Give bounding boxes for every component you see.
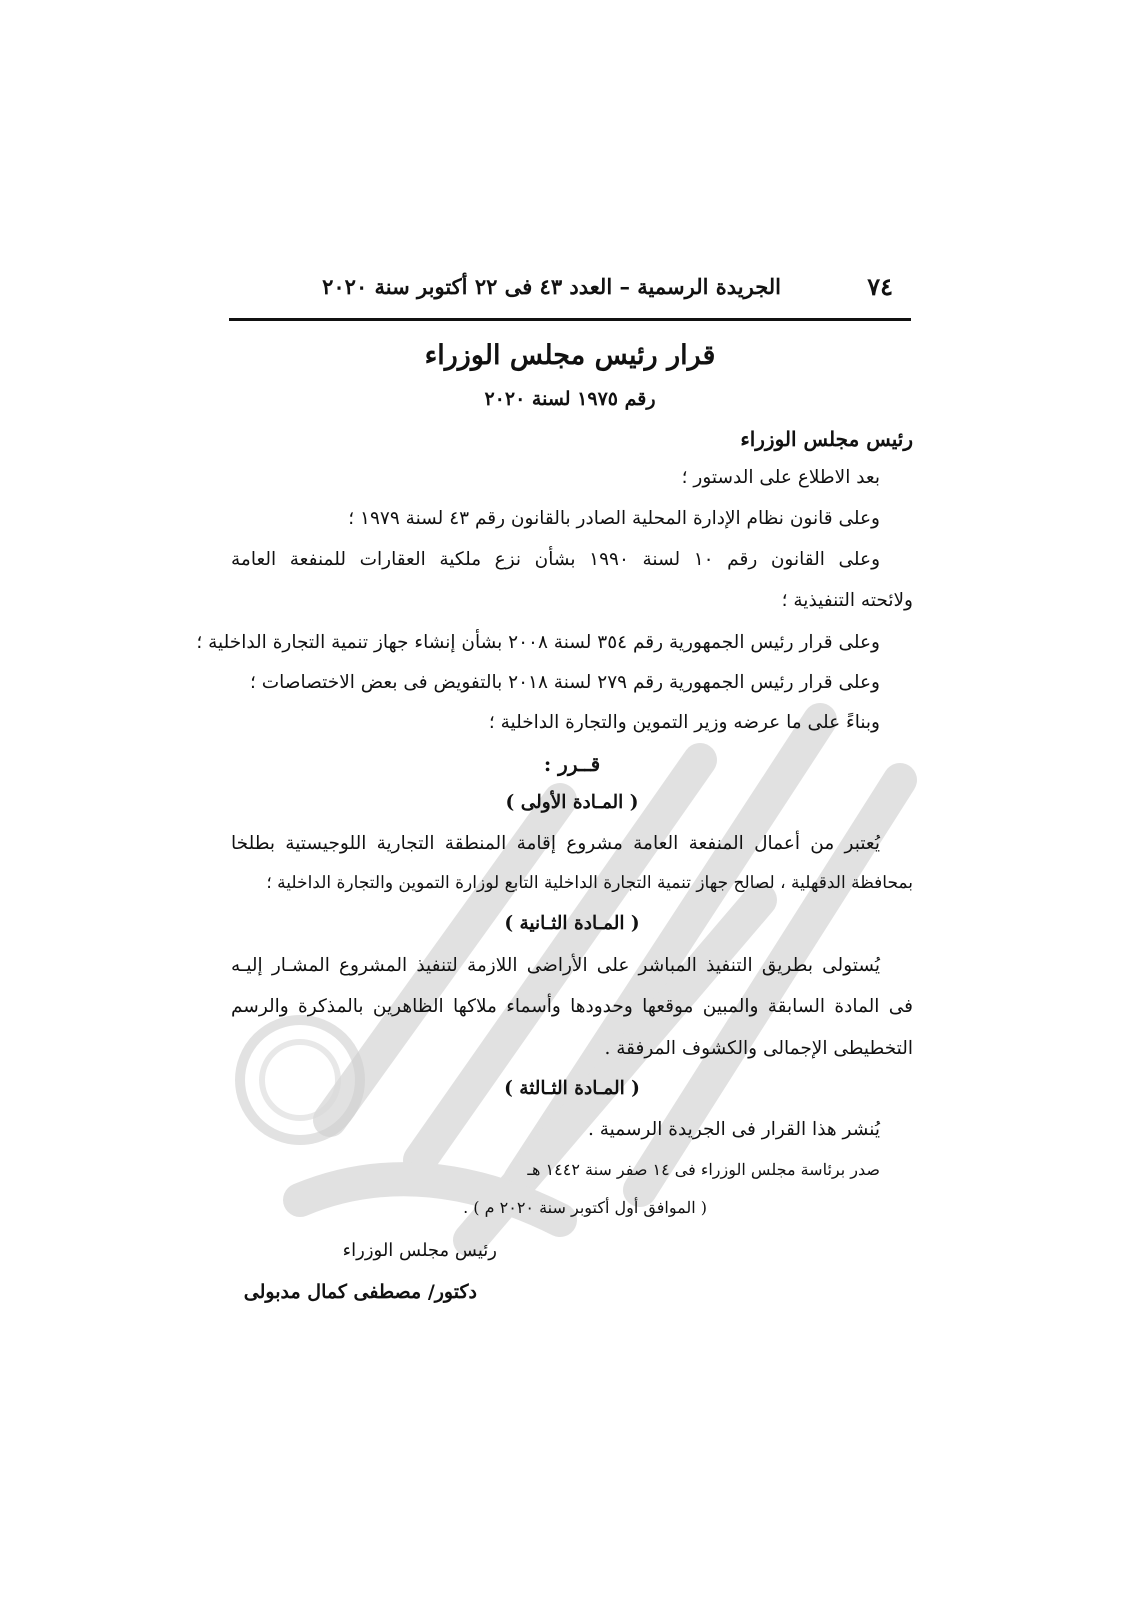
decides-heading: قــرر :: [543, 752, 601, 776]
article-heading: ( المـادة الثـانية ): [504, 913, 640, 934]
issuer-heading: رئيس مجلس الوزراء: [740, 427, 913, 451]
article-line: يُعتبر من أعمال المنفعة العامة مشروع إقامة المنطقة التجارية اللوجيستية بطلخا: [231, 833, 880, 854]
issuance-date-gregorian: ( الموافق أول أكتوبر سنة ٢٠٢٠ م ) .: [463, 1198, 707, 1217]
article-line: يُستولى بطريق التنفيذ المباشر على الأراضى اللازمة لتنفيذ المشروع المشـار إليـه: [231, 955, 880, 976]
article-line: بمحافظة الدقهلية ، لصالح جهاز تنمية التجارة الداخلية التابع لوزارة التموين والتجارة الداخلية ؛: [266, 873, 913, 893]
signature-position: رئيس مجلس الوزراء: [342, 1240, 497, 1261]
article-line: فى المادة السابقة والمبين موقعها وحدودها وأسماء ملاكها الظاهرين بالمذكرة والرسم: [231, 996, 913, 1017]
preamble-line: ولائحته التنفيذية ؛: [781, 590, 913, 611]
preamble-line: وعلى القانون رقم ١٠ لسنة ١٩٩٠ بشأن نزع ملكية العقارات للمنفعة العامة: [231, 549, 881, 570]
preamble-line: وعلى قانون نظام الإدارة المحلية الصادر بالقانون رقم ٤٣ لسنة ١٩٧٩ ؛: [348, 508, 880, 529]
article-heading: ( المـادة الثـالثة ): [504, 1078, 640, 1099]
decree-number: رقم ١٩٧٥ لسنة ٢٠٢٠: [484, 388, 656, 410]
page-number: ٧٤: [867, 272, 893, 301]
preamble-line: وعلى قرار رئيس الجمهورية رقم ٣٥٤ لسنة ٢٠٠٨ بشأن إنشاء جهاز تنمية التجارة الداخلية ؛: [196, 632, 880, 653]
preamble-line: بعد الاطلاع على الدستور ؛: [681, 467, 880, 488]
decree-title: قرار رئيس مجلس الوزراء: [424, 340, 716, 371]
signature-name: دكتور/ مصطفى كمال مدبولى: [243, 1281, 477, 1303]
article-line: يُنشر هذا القرار فى الجريدة الرسمية .: [587, 1119, 880, 1140]
article-line: التخطيطى الإجمالى والكشوف المرفقة .: [604, 1038, 913, 1059]
preamble-line: وبناءً على ما عرضه وزير التموين والتجارة الداخلية ؛: [488, 712, 880, 733]
page-header: [229, 270, 911, 321]
preamble-line: وعلى قرار رئيس الجمهورية رقم ٢٧٩ لسنة ٢٠١٨ بالتفويض فى بعض الاختصاصات ؛: [249, 672, 880, 693]
issue-line: الجريدة الرسمية – العدد ٤٣ فى ٢٢ أكتوبر سنة ٢٠٢٠: [322, 274, 781, 299]
issuance-date: صدر برئاسة مجلس الوزراء فى ١٤ صفر سنة ١٤٤٢ هـ: [527, 1160, 880, 1179]
article-heading: ( المـادة الأولى ): [505, 792, 639, 813]
